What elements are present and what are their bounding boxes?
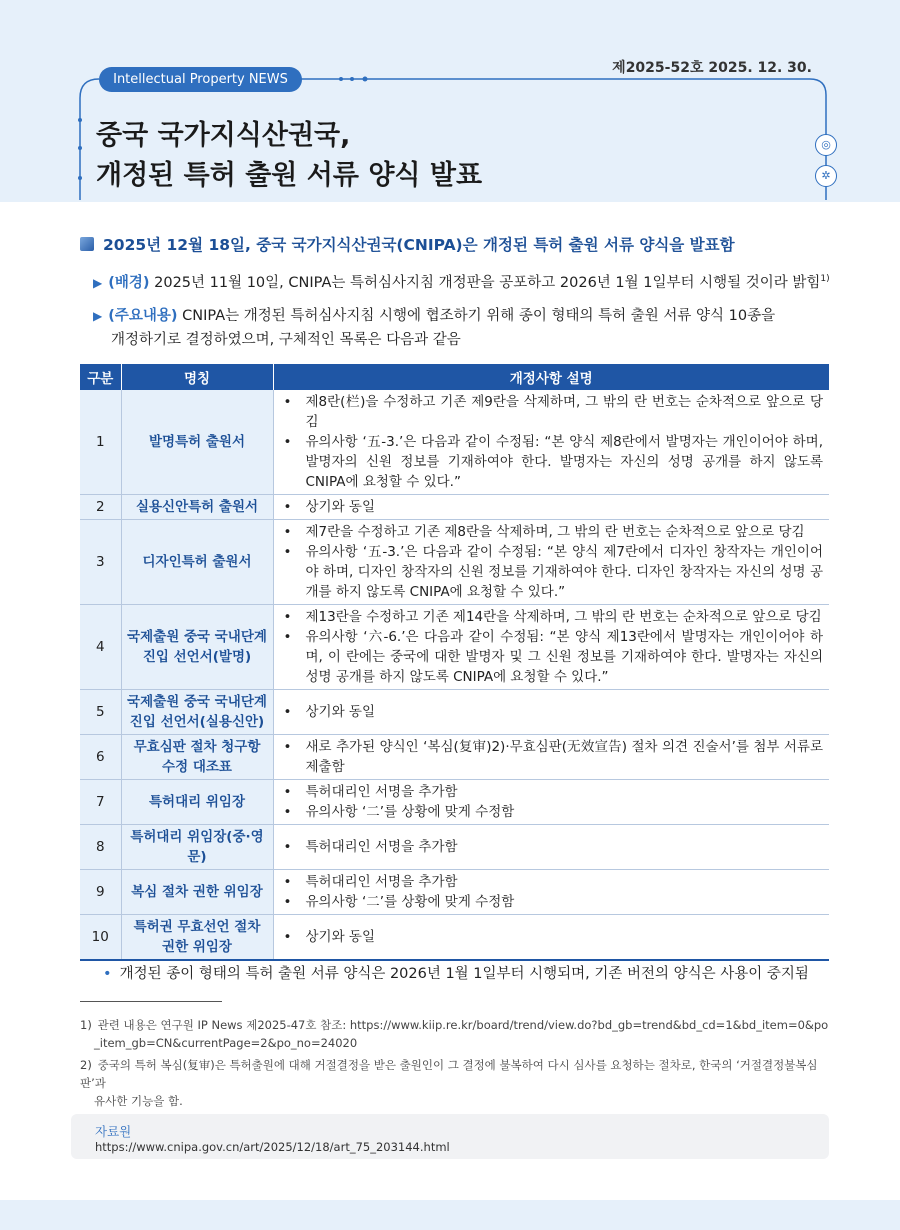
list-item: • 유의사항 ‘五-3.’은 다음과 같이 수정됨: “본 양식 제8란에서 발명자는 개인이어야 하며, 발명자의 신원 정보를 기재하여야 한다. 발명자는 자신의 성명 공개를 하지 않도록 CNIPA에 요청할 수 있다.” <box>280 432 824 492</box>
column-header-description: 개정사항 설명 <box>273 364 829 390</box>
list-item: • 특허대리인 서명을 추가함 <box>280 837 824 857</box>
list-item: • 상기와 동일 <box>280 497 824 517</box>
row-number: 8 <box>80 825 121 870</box>
table-row <box>80 825 829 870</box>
network-icon: ✲ <box>815 165 837 187</box>
row-description <box>273 825 829 870</box>
closing-note <box>103 962 809 983</box>
row-form-name: 특허대리 위임장(중·영문) <box>121 825 273 870</box>
table-row <box>80 390 829 495</box>
row-form-name: 국제출원 중국 국내단계 진입 선언서(발명) <box>121 605 273 690</box>
table-row <box>80 605 829 690</box>
triangle-bullet-icon: ▶ <box>93 275 103 290</box>
footnote-text-cont: 유사한 기능을 함. <box>94 1094 183 1108</box>
row-description <box>273 915 829 961</box>
footnote-text-cont[interactable]: _item_gb=CN&currentPage=2&po_no=24020 <box>94 1036 358 1050</box>
footnote-divider <box>80 1001 222 1002</box>
table-row <box>80 520 829 605</box>
row-form-name: 특허대리 위임장 <box>121 780 273 825</box>
issue-number: 제2025-52호 2025. 12. 30. <box>612 60 812 76</box>
row-form-name: 실용신안특허 출원서 <box>121 495 273 520</box>
table-row <box>80 870 829 915</box>
row-form-name: 디자인특허 출원서 <box>121 520 273 605</box>
list-item: • 제8란(栏)을 수정하고 기존 제9란을 삭제하며, 그 밖의 란 번호는 순차적으로 앞으로 당김 <box>280 392 824 432</box>
list-item: • 상기와 동일 <box>280 702 824 722</box>
list-item: • 유의사항 ‘六-6.’은 다음과 같이 수정됨: “본 양식 제13란에서 발명자는 개인이어야 하며, 이 란에는 중국에 대한 발명자 및 그 신원 정보를 기재하여야 한다. 발명자는 자신의 성명 공개를 하지 않도록 CNIPA에 요청할 수 있다.” <box>280 627 824 687</box>
row-number: 9 <box>80 870 121 915</box>
row-number: 4 <box>80 605 121 690</box>
dot-bullet-icon: • <box>103 966 112 982</box>
list-item: • 특허대리인 서명을 추가함 <box>280 782 824 802</box>
row-form-name: 국제출원 중국 국내단계 진입 선언서(실용신안) <box>121 690 273 735</box>
row-description <box>273 495 829 520</box>
row-description <box>273 735 829 780</box>
column-header-name: 명칭 <box>121 364 273 390</box>
row-number: 3 <box>80 520 121 605</box>
row-description <box>273 690 829 735</box>
row-description <box>273 780 829 825</box>
table-row <box>80 735 829 780</box>
table-row <box>80 780 829 825</box>
background-text: 2025년 11월 10일, CNIPA는 특허심사지침 개정판을 공포하고 2026년 1월 1일부터 시행될 것이라 밝힘 <box>154 274 821 291</box>
source-link[interactable]: https://www.cnipa.gov.cn/art/2025/12/18/art_75_203144.html <box>95 1140 450 1154</box>
row-form-name: 특허권 무효선언 절차 권한 위임장 <box>121 915 273 961</box>
footnote-text[interactable]: 관련 내용은 연구원 IP News 제2025-47호 참조: https://www.kiip.re.kr/board/trend/view.do?bd_gb=trend&bd_cd=1&bd_item=0&po <box>97 1018 829 1032</box>
row-form-name: 발명특허 출원서 <box>121 390 273 495</box>
list-item: • 상기와 동일 <box>280 927 824 947</box>
footnote-text: 중국의 특허 복심(复审)은 특허출원에 대해 거절결정을 받은 출원인이 그 결정에 불복하여 다시 심사를 요청하는 절차로, 한국의 ‘거절결정불복심판’과 <box>80 1058 818 1090</box>
background-point <box>93 267 830 295</box>
newsletter-badge: Intellectual Property NEWS <box>99 67 302 92</box>
headline-text: 2025년 12월 18일, 중국 국가지식산권국(CNIPA)은 개정된 특허 출원 서류 양식을 발표함 <box>103 236 735 254</box>
form-revision-table <box>80 364 829 961</box>
row-description <box>273 605 829 690</box>
row-number: 5 <box>80 690 121 735</box>
row-number: 10 <box>80 915 121 961</box>
row-description <box>273 870 829 915</box>
list-item: • 제13란을 수정하고 기존 제14란을 삭제하며, 그 밖의 란 번호는 순차적으로 앞으로 당김 <box>280 607 824 627</box>
footnote-1 <box>80 1016 830 1052</box>
list-item: • 특허대리인 서명을 추가함 <box>280 872 824 892</box>
list-item: • 새로 추가된 양식인 ‘복심(复审)2)·무효심판(无效宣告) 절차 의견 진술서’를 첨부 서류로 제출함 <box>280 737 824 777</box>
main-content-tag: (주요내용) <box>108 308 178 324</box>
cube-icon <box>80 237 94 251</box>
triangle-bullet-icon: ▶ <box>93 309 103 323</box>
closing-note-text: 개정된 종이 형태의 특허 출원 서류 양식은 2026년 1월 1일부터 시행되며, 기존 버전의 양식은 사용이 중지됨 <box>119 966 809 982</box>
main-content-text-1: CNIPA는 개정된 특허심사지침 시행에 협조하기 위해 종이 형태의 특허 출원 서류 양식 10종을 <box>182 308 776 324</box>
background-tag: (배경) <box>108 274 150 291</box>
row-description <box>273 520 829 605</box>
row-number: 2 <box>80 495 121 520</box>
list-item: • 제7란을 수정하고 기존 제8란을 삭제하며, 그 밖의 란 번호는 순차적으로 앞으로 당김 <box>280 522 824 542</box>
source-label: 자료원 <box>95 1124 132 1139</box>
globe-icon: ◎ <box>815 134 837 156</box>
table-row <box>80 690 829 735</box>
row-number: 7 <box>80 780 121 825</box>
row-form-name: 복심 절차 권한 위임장 <box>121 870 273 915</box>
footnote-number: 1) <box>80 1018 92 1032</box>
footnote-ref-1[interactable]: 1) <box>820 274 830 284</box>
list-item: • 유의사항 ‘二’를 상황에 맞게 수정함 <box>280 802 824 822</box>
footnote-2 <box>80 1056 830 1110</box>
title-line-1: 중국 국가지식산권국, <box>96 120 351 151</box>
title-line-2: 개정된 특허 출원 서류 양식 발표 <box>96 160 483 191</box>
headline <box>80 233 735 255</box>
footer-band <box>0 1200 900 1230</box>
row-number: 1 <box>80 390 121 495</box>
footnote-number: 2) <box>80 1058 92 1072</box>
row-form-name: 무효심판 절차 청구항 수정 대조표 <box>121 735 273 780</box>
list-item: • 유의사항 ‘五-3.’은 다음과 같이 수정됨: “본 양식 제7란에서 디자인 창작자는 개인이어야 하며, 디자인 창작자의 신원 정보를 기재하여야 한다. 디자인 창작자는 자신의 성명 공개를 하지 않도록 CNIPA에 요청할 수 있다.” <box>280 542 824 602</box>
table-row <box>80 915 829 961</box>
table-row <box>80 495 829 520</box>
row-number: 6 <box>80 735 121 780</box>
column-header-no: 구분 <box>80 364 121 390</box>
row-description <box>273 390 829 495</box>
main-content-point <box>93 304 833 352</box>
main-content-text-2: 개정하기로 결정하였으며, 구체적인 목록은 다음과 같음 <box>111 332 461 348</box>
page-title <box>96 116 482 196</box>
list-item: • 유의사항 ‘二’를 상황에 맞게 수정함 <box>280 892 824 912</box>
